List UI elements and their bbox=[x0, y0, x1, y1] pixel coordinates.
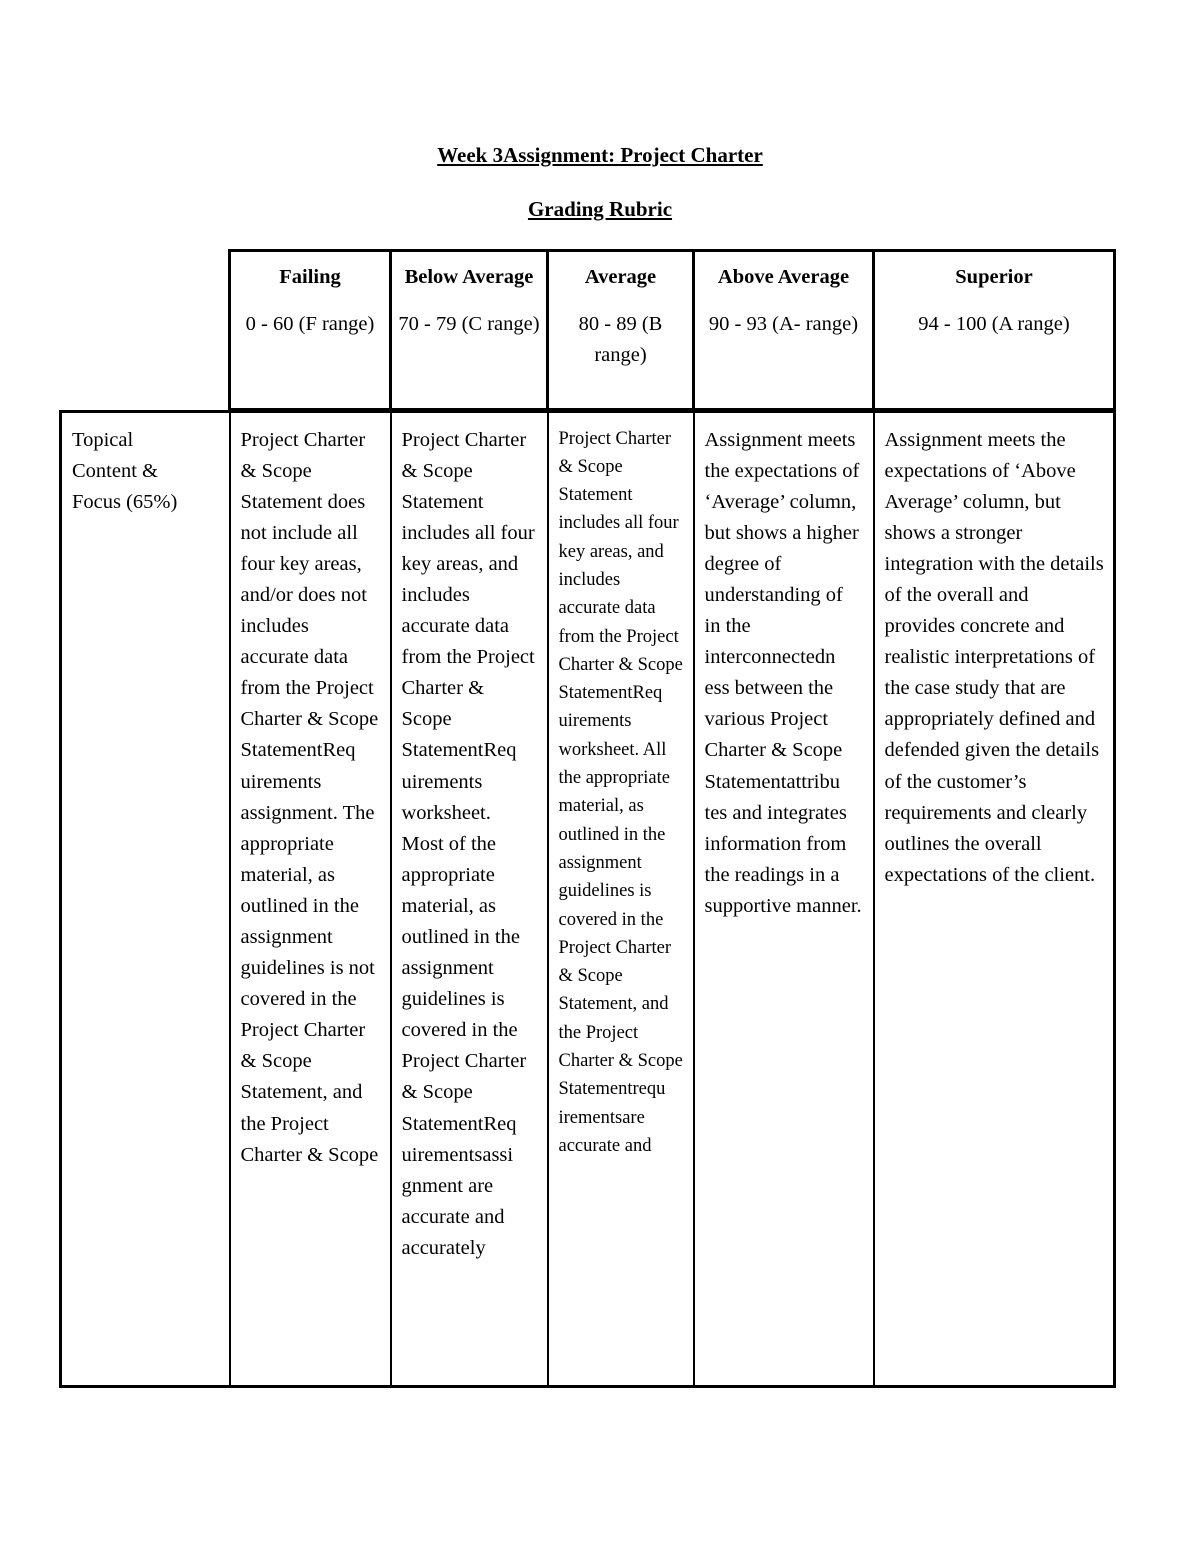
column-range: 80 - 89 (B range) bbox=[578, 313, 663, 367]
rubric-row bbox=[61, 412, 1115, 1387]
document-subtitle: Grading Rubric bbox=[527, 197, 673, 221]
column-range: 94 - 100 (A range) bbox=[918, 313, 1070, 336]
document-title: Week 3Assignment: Project Charter bbox=[437, 143, 763, 167]
cell-above-average bbox=[694, 412, 874, 1387]
column-name: Average bbox=[584, 266, 657, 288]
cell-text: Project Charter & Scope Statement does not include all four key areas, and/or does not includes accurate data from the Project Charter & Scope StatementReq uirements assignment. The appropriate material, as outlined in the assignment guidelines is not covered in the Project Charter & Scope Statement, and the Project Charter & Scope bbox=[240, 428, 379, 1166]
column-name: Above Average bbox=[717, 266, 850, 288]
cell-text: Assignment meets the expectations of ‘Above Average’ column, but shows a stronger integration with the details of the overall and provides concrete and realistic interpretations of the case study that are appropriately defined and defended given the details of the customer’s requirements and clearly outlines the overall expectations of the client. bbox=[884, 428, 1104, 886]
column-name: Below Average bbox=[404, 266, 534, 288]
criterion-label: Topical Content & Focus (65%) bbox=[72, 429, 178, 514]
cell-below-average bbox=[391, 412, 548, 1387]
column-range: 90 - 93 (A- range) bbox=[708, 313, 859, 336]
row-criterion bbox=[61, 412, 230, 1387]
cell-text: Project Charter & Scope Statement includes all four key areas, and includes accurate data from the Project Charter & Scope StatementReq uirements worksheet. Most of the appropriate material, as outlined in the assignment guidelines is covered in the Project Charter & Scope StatementReq uirementsassi gnment are accurate and accurately bbox=[401, 428, 535, 1259]
column-header-superior bbox=[874, 251, 1115, 410]
cell-failing bbox=[230, 412, 391, 1387]
column-range: 70 - 79 (C range) bbox=[398, 313, 540, 336]
cell-text: Project Charter & Scope Statement includes all four key areas, and includes accurate data from the Project Charter & Scope StatementReq uirements worksheet. All the appropriate material, as outlined in the assignment guidelines is covered in the Project Charter & Scope Statement, and the Project Charter & Scope Statementrequ irementsare accurate and bbox=[558, 428, 683, 1156]
rubric-body-table bbox=[59, 410, 1116, 1388]
column-name: Failing bbox=[279, 266, 341, 288]
column-header-above-average bbox=[694, 251, 874, 410]
column-header-average bbox=[548, 251, 694, 410]
cell-average bbox=[548, 412, 694, 1387]
cell-superior bbox=[874, 412, 1115, 1387]
column-range: 0 - 60 (F range) bbox=[245, 313, 375, 336]
rubric-header-row bbox=[230, 251, 1115, 410]
rubric-header-table bbox=[228, 249, 1116, 411]
column-name: Superior bbox=[955, 266, 1033, 288]
cell-text: Assignment meets the expectations of ‘Average’ column, but shows a higher degree of understanding of in the interconnectedn ess between the various Project Charter & Scope Statementattribu tes and integrates information from the readings in a supportive manner. bbox=[704, 428, 862, 917]
column-header-below-average bbox=[391, 251, 548, 410]
column-header-failing bbox=[230, 251, 391, 410]
